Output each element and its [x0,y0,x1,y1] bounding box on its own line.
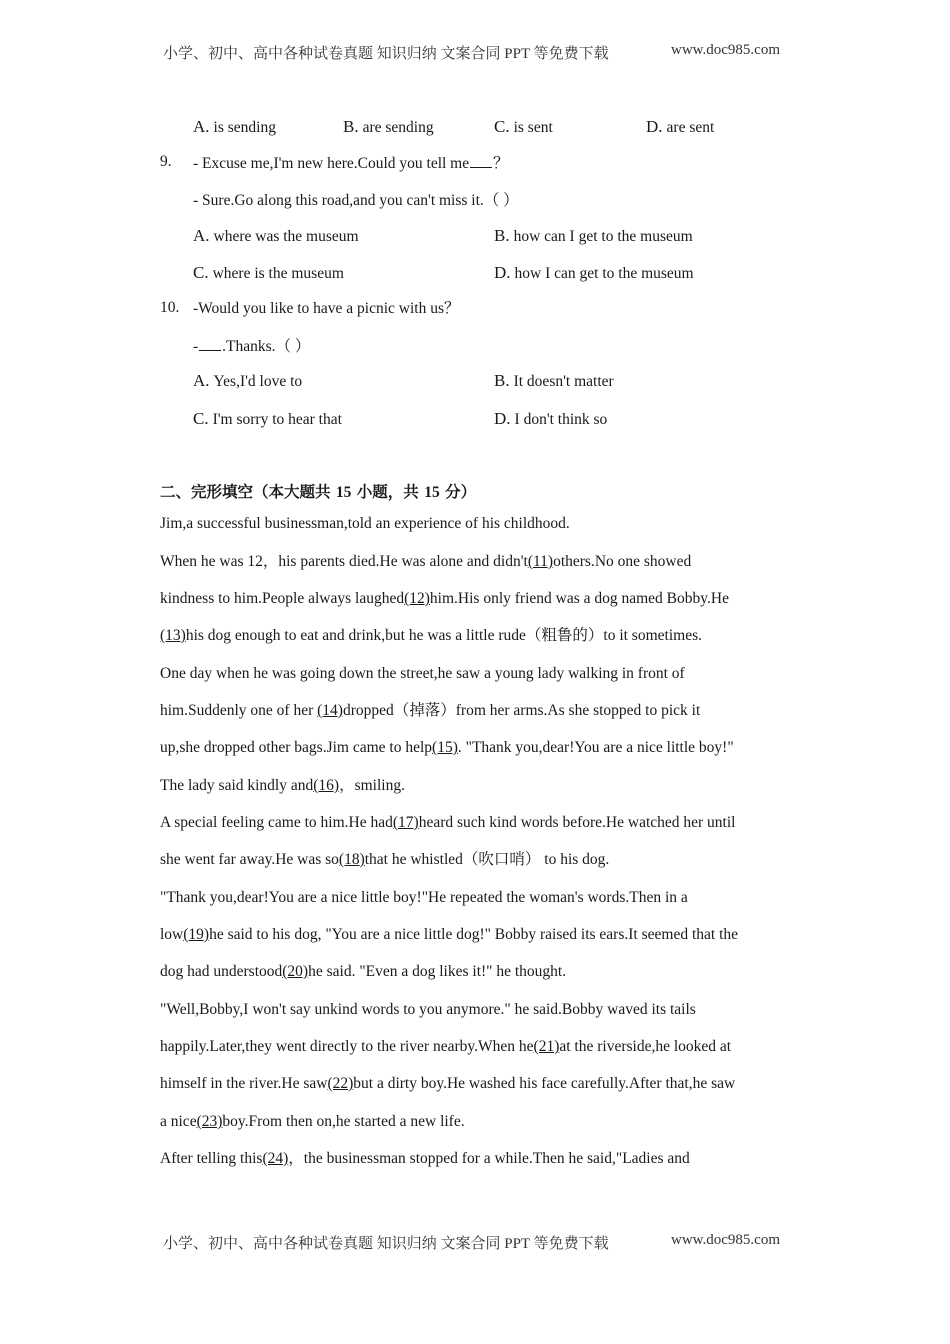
q10-option-d: D. I don't think so [494,409,608,428]
q10-response: - .Thanks.（ ） [193,338,311,355]
passage-line: One day when he was going down the street,he saw a young lady walking in front of [160,665,685,682]
q8-option-c: C. is sent [494,117,553,136]
passage-line: a nice(23)boy.From then on,he started a new life. [160,1113,465,1130]
blank-22: (22) [327,1075,354,1092]
q9-number: 9. [160,153,172,170]
passage-line: (13)his dog enough to eat and drink,but he was a little rude（粗鲁的）to it sometimes. [160,627,702,644]
q9-prompt: - Excuse me,I'm new here.Could you tell me ？ [193,155,509,172]
q9-option-b: B. how can I get to the museum [494,226,693,245]
blank-19: (19) [183,926,210,943]
passage-line: himself in the river.He saw(22)but a dirty boy.He washed his face carefully.After that,he saw [160,1075,736,1092]
q10-option-b: B. It doesn't matter [494,371,614,390]
blank-17: (17) [392,814,419,831]
q8-option-b: B. are sending [343,117,434,136]
q8-option-d: D. are sent [646,117,715,136]
passage-line: happily.Later,they went directly to the river nearby.When he(21)at the riverside,he looked at [160,1038,732,1055]
q9-option-c: C. where is the museum [193,263,344,282]
q9-option-a: A. where was the museum [193,226,359,245]
footer-text: 小学、初中、高中各种试卷真题 知识归纳 文案合同 PPT 等免费下载 [163,1236,609,1252]
footer-site: www.doc985.com [671,1232,781,1248]
q10-blank [199,336,221,351]
q9-response: - Sure.Go along this road,and you can't miss it.（ ） [193,192,519,209]
q9-blank [470,153,492,168]
q10-option-a: A. Yes,I'd love to [193,371,303,390]
q10-prompt: -Would you like to have a picnic with us？ [193,300,460,317]
blank-11: (11) [527,553,554,570]
passage-line: she went far away.He was so(18)that he whistled（吹口哨） to his dog. [160,851,610,868]
q10-number: 10. [160,299,180,316]
passage-line: When he was 12，his parents died.He was alone and didn't(11)others.No one showed [160,553,692,570]
passage-line: Jim,a successful businessman,told an experience of his childhood. [160,515,570,532]
blank-15: (15) [432,739,458,756]
blank-20: (20) [282,963,309,980]
header-site: www.doc985.com [671,42,781,58]
passage-line: A special feeling came to him.He had(17)heard such kind words before.He watched her until [160,814,736,831]
passage-line: The lady said kindly and(16)，smiling. [160,777,405,794]
passage-line: low(19)he said to his dog, "You are a nice little dog!" Bobby raised its ears.It seemed that the [160,926,739,943]
passage-line: up,she dropped other bags.Jim came to help(15). "Thank you,dear!You are a nice little boy!" [160,739,734,756]
blank-13: (13) [160,627,186,644]
q10-option-c: C. I'm sorry to hear that [193,409,342,428]
blank-23: (23) [196,1113,223,1130]
passage-line: After telling this(24)，the businessman stopped for a while.Then he said,"Ladies and [160,1150,690,1167]
q9-option-d: D. how I can get to the museum [494,263,694,282]
passage-line: kindness to him.People always laughed(12)him.His only friend was a dog named Bobby.He [160,590,729,607]
blank-12: (12) [404,590,430,607]
blank-14: (14) [317,702,343,719]
blank-16: (16) [313,777,340,794]
passage-line: "Well,Bobby,I won't say unkind words to you anymore." he said.Bobby waved its tails [160,1001,696,1018]
blank-24: (24) [262,1150,289,1167]
page-header [163,42,803,63]
page-footer [163,1232,803,1253]
passage-line: dog had understood(20)he said. "Even a dog likes it!" he thought. [160,963,567,980]
section-title: 二、完形填空（本大题共 15 小题，共 15 分） [160,483,477,501]
passage-line: him.Suddenly one of her (14)dropped（掉落）from her arms.As she stopped to pick it [160,702,701,719]
q8-option-a: A. is sending [193,117,276,136]
header-text: 小学、初中、高中各种试卷真题 知识归纳 文案合同 PPT 等免费下载 [163,46,609,62]
passage-line: "Thank you,dear!You are a nice little boy!"He repeated the woman's words.Then in a [160,889,688,906]
blank-21: (21) [533,1038,560,1055]
blank-18: (18) [338,851,365,868]
